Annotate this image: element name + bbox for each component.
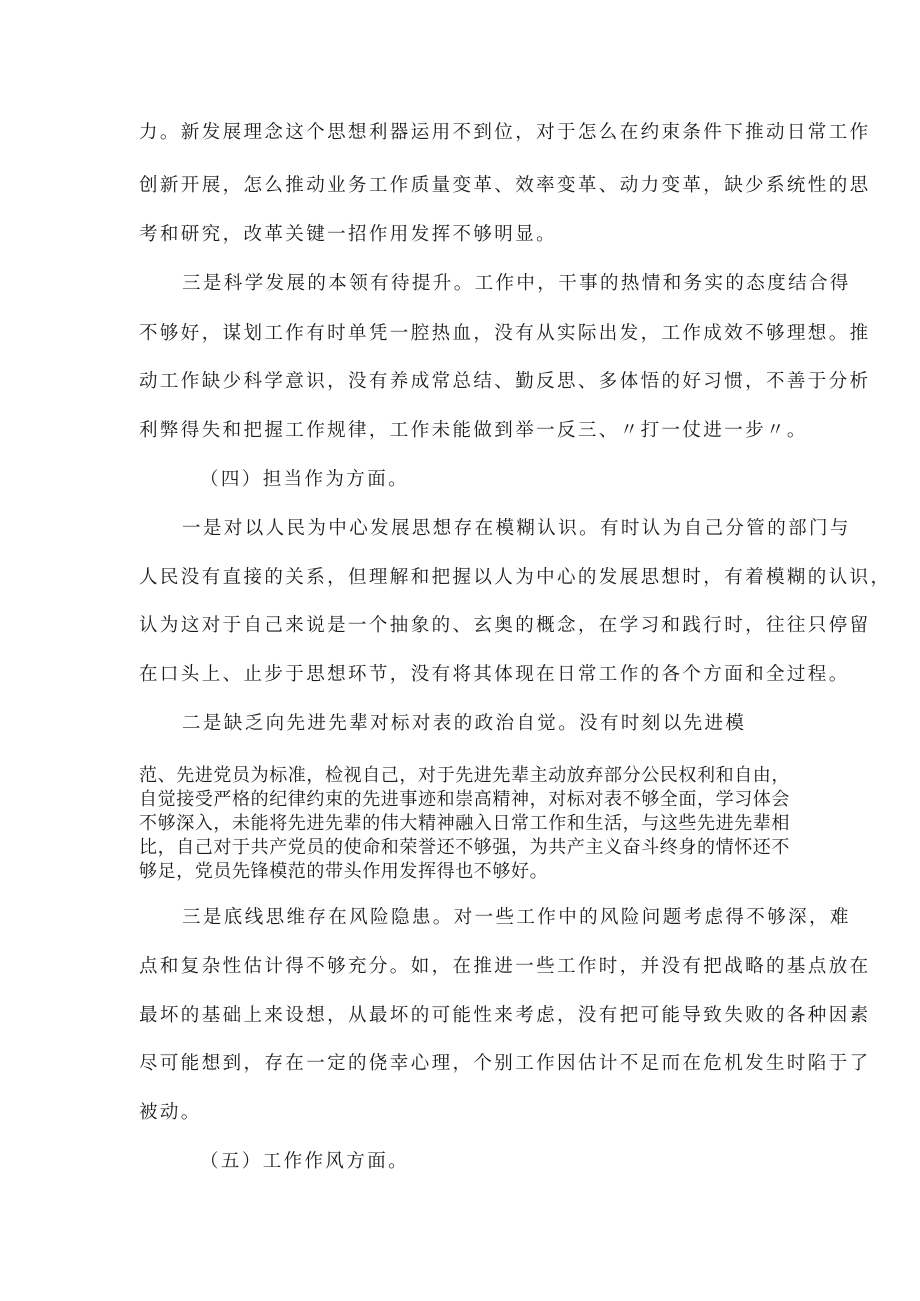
- text-line: 力。新发展理念这个思想利器运用不到位，对于怎么在约束条件下推动日常工作: [139, 122, 871, 143]
- section-heading: （四）担当作为方面。: [200, 469, 410, 490]
- text-line: 点和复杂性估计得不够充分。如，在推进一些工作时，并没有把战略的基点放在: [139, 956, 871, 977]
- text-line: 被动。: [139, 1102, 202, 1123]
- text-line: 人民没有直接的关系，但理解和把握以人为中心的发展思想时，有着模糊的认识，: [139, 567, 892, 588]
- text-line: 够足，党员先锋模范的带头作用发挥得也不够好。: [139, 861, 549, 882]
- text-line: 不够深入，未能将先进先辈的伟大精神融入日常工作和生活，与这些先进先辈相: [139, 813, 790, 834]
- text-line: 动工作缺少科学意识，没有养成常总结、勤反思、多体悟的好习惯，不善于分析: [139, 371, 871, 392]
- text-line: 范、先进党员为标准，检视自己，对于先进先辈主动放弃部分公民权利和自由，: [139, 765, 790, 786]
- text-line: 自觉接受严格的纪律约束的先进事迹和崇高精神，对标对表不够全面，学习体会: [139, 789, 790, 810]
- text-line: 尽可能想到，存在一定的侥幸心理，个别工作因估计不足而在危机发生时陷于了: [139, 1053, 871, 1074]
- paragraph-start-line: 三是底线思维存在风险隐患。对一些工作中的风险问题考虑得不够深，难: [182, 907, 851, 928]
- section-heading: （五）工作作风方面。: [200, 1151, 410, 1172]
- text-line: 不够好，谋划工作有时单凭一腔热血，没有从实际出发，工作成效不够理想。推: [139, 323, 871, 344]
- paragraph-start-line: 二是缺乏向先进先辈对标对表的政治自觉。没有时刻以先进模: [182, 713, 747, 734]
- text-line: 创新开展，怎么推动业务工作质量变革、效率变革、动力变革，缺少系统性的思: [139, 175, 871, 196]
- text-line: 最坏的基础上来设想，从最坏的可能性来考虑，没有把可能导致失败的各种因素: [139, 1005, 871, 1026]
- text-line: 利弊得失和把握工作规律，工作未能做到举一反三、〃打一仗进一步〃。: [139, 420, 808, 441]
- text-line: 比，自己对于共产党员的使命和荣誉还不够强，为共产主义奋斗终身的情怀还不: [139, 837, 790, 858]
- text-line: 考和研究，改革关键一招作用发挥不够明显。: [139, 224, 558, 245]
- paragraph-start-line: 一是对以人民为中心发展思想存在模糊认识。有时认为自己分管的部门与: [182, 518, 851, 539]
- paragraph-start-line: 三是科学发展的本领有待提升。工作中，干事的热情和务实的态度结合得: [182, 273, 851, 294]
- text-line: 认为这对于自己来说是一个抽象的、玄奥的概念，在学习和践行时，往往只停留: [139, 615, 871, 636]
- text-line: 在口头上、止步于思想环节，没有将其体现在日常工作的各个方面和全过程。: [139, 664, 850, 685]
